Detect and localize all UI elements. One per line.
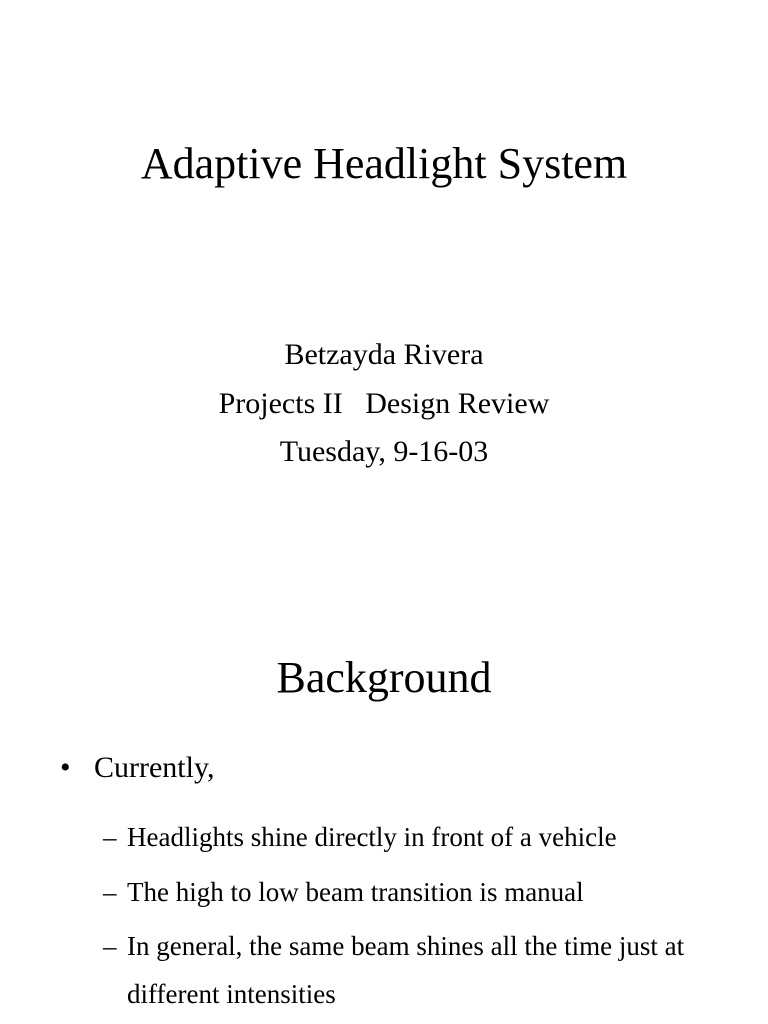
dash-icon: – bbox=[103, 931, 117, 961]
sub-bullet-item bbox=[103, 813, 743, 861]
sub-bullet-item bbox=[103, 922, 743, 1018]
slide-title: Adaptive Headlight System bbox=[140, 139, 628, 188]
sub-bullet-text: In general, the same beam shines all the time just at different intensities bbox=[127, 931, 685, 1009]
bullet-text: Currently, bbox=[94, 751, 215, 784]
dash-icon: – bbox=[103, 822, 117, 852]
dash-icon: – bbox=[103, 877, 117, 907]
presentation-date: Tuesday, 9-16-03 bbox=[279, 435, 489, 468]
sub-bullet-item bbox=[103, 868, 743, 916]
slide-title: Background bbox=[276, 653, 492, 702]
bullet-icon: • bbox=[60, 751, 71, 784]
background-slide bbox=[0, 600, 768, 1024]
bullet-item bbox=[60, 748, 215, 788]
subtitle-block bbox=[0, 331, 768, 477]
sub-bullet-text: The high to low beam transition is manual bbox=[127, 877, 584, 907]
author-name: Betzayda Rivera bbox=[284, 338, 484, 371]
course-review-label: Projects II Design Review bbox=[218, 386, 550, 420]
sub-bullet-text: Headlights shine directly in front of a vehicle bbox=[127, 822, 617, 852]
